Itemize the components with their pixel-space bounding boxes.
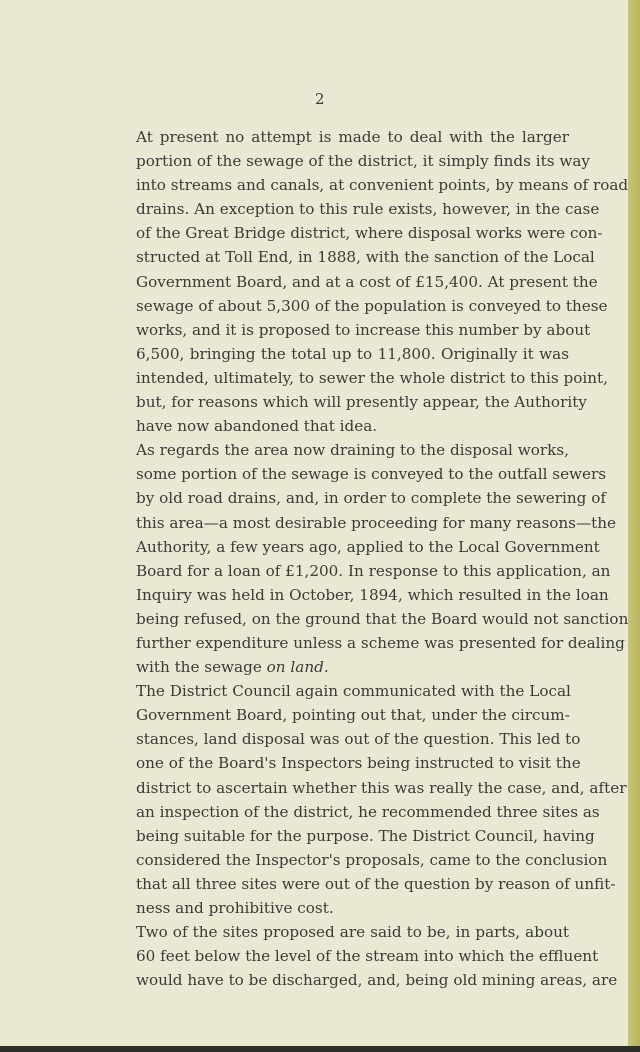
text-line: 6,500, bringing the total up to 11,800. Originally it was (136, 344, 569, 363)
text-line: but, for reasons which will presently appear, the Authority (136, 393, 587, 412)
text-line: of the Great Bridge district, where disposal works were con- (136, 224, 603, 243)
text-line: that all three sites were out of the question by reason of unfit- (136, 874, 616, 893)
text-line: this area—a most desirable proceeding for many reasons—the (136, 513, 617, 532)
text-line: At present no attempt is made to deal with the larger (136, 128, 569, 146)
text-line: As regards the area now draining to the disposal works, (136, 441, 569, 460)
text-line: being refused, on the ground that the Board would not sanction (136, 609, 629, 628)
paragraph-3 (104, 679, 627, 920)
text-line: The District Council again communicated with the Local (136, 682, 571, 701)
paragraph-1 (104, 125, 629, 438)
text-line: Two of the sites proposed are said to be, in parts, about (136, 923, 569, 942)
text-run: with the sewage (136, 658, 267, 677)
text-line: Inquiry was held in October, 1894, which resulted in the loan (136, 585, 609, 604)
text-line: an inspection of the district, he recommended three sites as (136, 802, 600, 821)
text-line: by old road drains, and, in order to complete the sewering of (136, 489, 606, 508)
text-line: Government Board, and at a cost of £15,400. At present the (136, 272, 598, 291)
text-line: stances, land disposal was out of the question. This led to (136, 730, 581, 749)
text-line: one of the Board's Inspectors being instructed to visit the (136, 754, 581, 773)
text-line: into streams and canals, at convenient points, by means of road (136, 176, 629, 195)
text-line: 60 feet below the level of the stream into which the effluent (136, 947, 599, 966)
body-text (104, 125, 629, 992)
paragraph-2 (104, 438, 629, 679)
page-edge (628, 0, 640, 1052)
text-line: drains. An exception to this rule exists, however, in the case (136, 200, 600, 219)
text-line: intended, ultimately, to sewer the whole district to this point, (136, 368, 608, 387)
text-line: have now abandoned that idea. (136, 417, 378, 436)
text-line: would have to be discharged, and, being old mining areas, are (136, 971, 618, 990)
emphasis-text: on land. (266, 658, 329, 677)
paragraph-4 (104, 920, 618, 992)
text-line: some portion of the sewage is conveyed to the outfall sewers (136, 465, 607, 484)
text-line: sewage of about 5,300 of the population is conveyed to these (136, 296, 608, 315)
page-number: 2 (314, 90, 326, 108)
text-line (104, 655, 569, 679)
text-line: district to ascertain whether this was really the case, and, after (136, 778, 627, 797)
text-line: Board for a loan of £1,200. In response to this application, an (136, 561, 611, 580)
text-line: being suitable for the purpose. The District Council, having (136, 826, 595, 845)
text-line: further expenditure unless a scheme was presented for dealing (136, 633, 625, 652)
text-line: works, and it is proposed to increase this number by about (136, 320, 591, 339)
text-line: Authority, a few years ago, applied to the Local Government (136, 537, 600, 556)
text-line: considered the Inspector's proposals, came to the conclusion (136, 850, 608, 869)
text-line: structed at Toll End, in 1888, with the sanction of the Local (136, 248, 595, 267)
text-line: ness and prohibitive cost. (136, 899, 334, 917)
page-bottom-edge (0, 1046, 640, 1052)
text-line: Government Board, pointing out that, under the circum- (136, 706, 570, 725)
text-line: portion of the sewage of the district, it simply finds its way (136, 152, 590, 171)
